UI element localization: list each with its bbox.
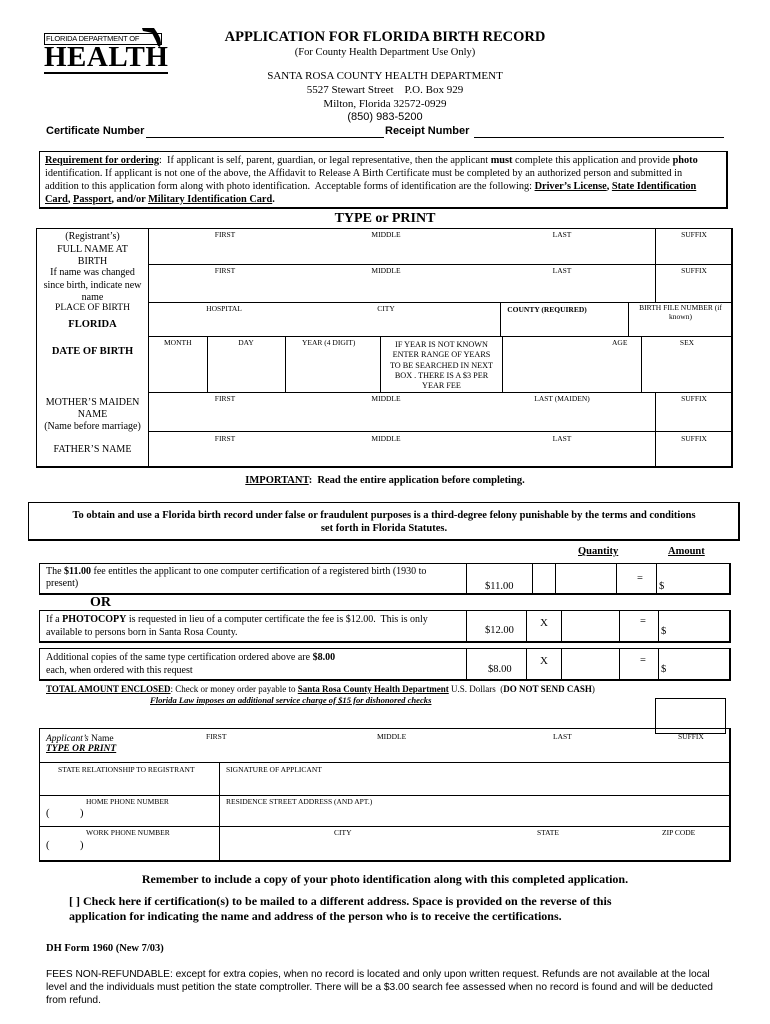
fees-line: from refund. bbox=[46, 995, 101, 1006]
logo-main-text: HEALTH bbox=[44, 41, 169, 73]
cell-divider bbox=[466, 611, 467, 643]
home-phone-open-paren: ( bbox=[46, 808, 50, 819]
applicant-state-field[interactable]: STATE bbox=[537, 828, 559, 837]
mother-suffix-field[interactable]: SUFFIX bbox=[681, 394, 707, 403]
table-row-line bbox=[148, 431, 732, 432]
total-label: TOTAL AMOUNT ENCLOSED bbox=[46, 684, 171, 694]
age-field[interactable]: AGE bbox=[612, 338, 628, 347]
mail-different-address-text: application for indicating the name and address of the person who is to receive the certifications. bbox=[69, 909, 562, 923]
and-or: , and/or bbox=[111, 194, 149, 205]
fee-3-times: X bbox=[540, 655, 548, 667]
photo-id-reminder: Remember to include a copy of your photo identification along with this completed application. bbox=[141, 872, 629, 886]
comma: , bbox=[67, 194, 74, 205]
applicant-last-field[interactable]: LAST bbox=[553, 732, 572, 741]
id-passport: Passport bbox=[73, 194, 112, 205]
fee-1-price: $11.00 bbox=[485, 581, 514, 592]
warning-line: set forth in Florida Statutes. bbox=[320, 523, 448, 534]
total-amount-line bbox=[46, 684, 595, 694]
table-row-line bbox=[40, 762, 730, 763]
father-last-field[interactable]: LAST bbox=[552, 434, 572, 443]
label-line: (Registrant’s) bbox=[65, 231, 120, 242]
fee-2-times: X bbox=[540, 617, 548, 629]
table-row-line bbox=[40, 826, 730, 827]
note-line: BOX . THERE IS A $3 PER bbox=[394, 370, 489, 380]
fees-non-refundable bbox=[46, 968, 746, 1007]
comma: , bbox=[606, 181, 612, 192]
requirement-photo: photo bbox=[672, 155, 698, 166]
page-subtitle: (For County Health Department Use Only) bbox=[294, 47, 476, 58]
applicant-name-label bbox=[46, 734, 114, 744]
fee-text: is requested in lieu of a computer certificate the fee is $12.00. This is only bbox=[126, 614, 428, 625]
label-line: MOTHER’S MAIDEN bbox=[45, 397, 140, 408]
quantity-header: Quantity bbox=[578, 546, 619, 557]
registrant-suffix-field[interactable]: SUFFIX bbox=[681, 230, 707, 239]
home-phone-field[interactable]: HOME PHONE NUMBER bbox=[86, 797, 169, 806]
cell-divider bbox=[526, 649, 527, 681]
type-or-print-heading: TYPE or PRINT bbox=[334, 211, 436, 226]
dept-name: SANTA ROSA COUNTY HEALTH DEPARTMENT bbox=[267, 70, 503, 82]
total-text: ) bbox=[591, 684, 595, 694]
receipt-number-label: Receipt Number bbox=[385, 125, 470, 137]
applicant-zip-field[interactable]: ZIP CODE bbox=[662, 828, 696, 837]
id-military: Military Identification Card bbox=[148, 194, 273, 205]
receipt-number-field[interactable] bbox=[474, 137, 724, 138]
fee-2-equals: = bbox=[640, 616, 646, 627]
birth-file-number-field[interactable] bbox=[629, 303, 732, 336]
year-range-field[interactable] bbox=[503, 338, 603, 392]
label-line: (Name before marriage) bbox=[44, 421, 141, 432]
requirement-line-2: identification. If applicant is not one of the above, the Affidavit to Release A Birth Certificate must be completed by an authorized person and submitted in bbox=[45, 168, 683, 179]
residence-address-field[interactable]: RESIDENCE STREET ADDRESS (AND APT.) bbox=[226, 797, 373, 806]
registrant-first-field[interactable]: FIRST bbox=[214, 230, 236, 239]
table-row-line bbox=[148, 336, 732, 337]
cell-divider bbox=[656, 564, 657, 595]
id-drivers-license: Driver’s License bbox=[534, 181, 607, 192]
or-separator: OR bbox=[90, 595, 111, 610]
fee-1-dollar: $ bbox=[659, 581, 665, 592]
table-row-line bbox=[40, 795, 730, 796]
mother-middle-field[interactable]: MIDDLE bbox=[371, 394, 401, 403]
fee-2-amount-field[interactable] bbox=[670, 611, 729, 642]
fee-text: fee entitles the applicant to one computer certification of a registered birth (1930 to bbox=[91, 566, 427, 577]
fee-1-equals: = bbox=[637, 573, 643, 584]
registrant-name-label bbox=[37, 231, 148, 269]
total-text: : Check or money order payable to bbox=[170, 684, 298, 694]
fee-3-equals: = bbox=[640, 655, 646, 666]
fee-text: The bbox=[46, 566, 65, 577]
new-suffix-field[interactable]: SUFFIX bbox=[681, 266, 707, 275]
birth-year-field[interactable]: YEAR (4 DIGIT) bbox=[302, 338, 356, 347]
id-state-identification: State Identification bbox=[611, 181, 697, 192]
applicant-suffix-field[interactable]: SUFFIX bbox=[678, 732, 704, 741]
fee-text: If a bbox=[46, 614, 63, 625]
date-of-birth-label: DATE OF BIRTH bbox=[51, 346, 134, 357]
table-row-line bbox=[148, 392, 732, 393]
label-line: NAME bbox=[77, 409, 108, 420]
dept-address-2: Milton, Florida 32572-0929 bbox=[323, 98, 447, 110]
label-line: If name was changed bbox=[50, 267, 135, 278]
new-first-field[interactable]: FIRST bbox=[214, 266, 236, 275]
fee-text: available to persons born in Santa Rosa County. bbox=[46, 626, 238, 638]
fee-text: each, when ordered with this request bbox=[46, 664, 193, 676]
father-first-field[interactable]: FIRST bbox=[214, 434, 236, 443]
city-field[interactable]: CITY bbox=[377, 304, 395, 313]
county-field[interactable]: COUNTY (REQUIRED) bbox=[507, 305, 587, 314]
certificate-number-label: Certificate Number bbox=[46, 125, 145, 137]
fee-2-quantity-field[interactable] bbox=[562, 611, 618, 642]
relationship-field[interactable]: STATE RELATIONSHIP TO REGISTRANT bbox=[58, 765, 195, 774]
applicant-first-field[interactable]: FIRST bbox=[206, 732, 227, 741]
label-line: BIRTH bbox=[77, 256, 108, 267]
cell-divider bbox=[658, 611, 659, 643]
changed-name-label bbox=[37, 267, 148, 305]
requirement-must: must bbox=[490, 155, 513, 166]
warning-line: To obtain and use a Florida birth record under false or fraudulent purposes is a third-degree felony punishable by the terms and conditions bbox=[72, 510, 696, 521]
cell-divider bbox=[466, 564, 467, 595]
applicant-type-print: TYPE OR PRINT bbox=[46, 744, 117, 754]
important-label: IMPORTANT bbox=[245, 475, 309, 486]
label-line: BIRTH FILE NUMBER (if bbox=[639, 303, 722, 312]
fee-text: present) bbox=[46, 578, 79, 589]
fee-row-3-text bbox=[46, 652, 466, 677]
fee-3-quantity-field[interactable] bbox=[562, 649, 618, 680]
note-line: ENTER RANGE OF YEARS bbox=[392, 350, 491, 360]
cell-divider bbox=[658, 649, 659, 681]
year-range-note bbox=[381, 340, 502, 391]
fee-1-quantity-value-field[interactable] bbox=[556, 564, 616, 594]
sex-field[interactable]: SEX bbox=[679, 338, 695, 347]
cell-divider bbox=[616, 564, 617, 595]
registrant-last-field[interactable]: LAST bbox=[552, 230, 572, 239]
label-line: since birth, indicate new bbox=[43, 279, 142, 291]
label-line: FULL NAME AT bbox=[57, 243, 128, 255]
cell-divider bbox=[619, 649, 620, 681]
hospital-field[interactable]: HOSPITAL bbox=[206, 304, 242, 313]
dept-address-1: 5527 Stewart Street P.O. Box 929 bbox=[306, 84, 464, 96]
no-cash: DO NOT SEND CASH bbox=[503, 684, 592, 694]
work-phone-close-paren: ) bbox=[80, 840, 84, 851]
fee-row-2-text bbox=[46, 614, 466, 639]
requirement-heading: Requirement for ordering bbox=[45, 155, 160, 166]
applicant-city-field[interactable]: CITY bbox=[334, 828, 352, 837]
applicant-label: Name bbox=[88, 734, 114, 744]
work-phone-open-paren: ( bbox=[46, 840, 50, 851]
fee-2-dollar: $ bbox=[661, 626, 667, 637]
fee-row-1-text bbox=[46, 566, 466, 590]
registrant-middle-field[interactable]: MIDDLE bbox=[371, 230, 401, 239]
important-text: : Read the entire application before completing. bbox=[308, 475, 525, 486]
mail-different-address-checkbox[interactable]: [ ] Check here if certification(s) to be mailed to a different address. Space is provided on the reverse of this bbox=[69, 894, 612, 908]
period: . bbox=[272, 194, 275, 205]
cell-divider bbox=[619, 611, 620, 643]
fee-3-price: $8.00 bbox=[488, 664, 512, 675]
note-line: IF YEAR IS NOT KNOWN bbox=[395, 340, 488, 349]
note-line: YEAR FEE bbox=[422, 381, 461, 391]
father-suffix-field[interactable]: SUFFIX bbox=[681, 434, 707, 443]
cell-divider bbox=[466, 649, 467, 681]
logo-top-text: FLORIDA DEPARTMENT OF bbox=[46, 34, 140, 43]
important-note bbox=[100, 475, 670, 486]
work-phone-field[interactable]: WORK PHONE NUMBER bbox=[86, 828, 170, 837]
fee-price-bold: $11.00 bbox=[64, 566, 91, 577]
signature-field[interactable]: SIGNATURE OF APPLICANT bbox=[226, 765, 322, 774]
id-card: Card bbox=[45, 194, 68, 205]
place-of-birth-label: PLACE OF BIRTH bbox=[55, 303, 130, 313]
fee-1-amount-field[interactable] bbox=[667, 564, 729, 594]
certificate-number-field[interactable] bbox=[146, 137, 384, 138]
fee-text: Additional copies of the same type certification ordered above are bbox=[46, 652, 313, 663]
photocopy-bold: PHOTOCOPY bbox=[62, 614, 127, 625]
requirement-text bbox=[45, 154, 725, 206]
birth-month-field[interactable]: MONTH bbox=[164, 338, 192, 347]
requirement-text-1: : If applicant is self, parent, guardian, or legal representative, then the applicant bbox=[159, 155, 491, 166]
felony-warning-text bbox=[30, 509, 738, 535]
father-middle-field[interactable]: MIDDLE bbox=[371, 434, 401, 443]
fee-1-quantity-field[interactable] bbox=[533, 564, 555, 594]
new-last-field[interactable]: LAST bbox=[552, 266, 572, 275]
fees-line: FEES NON-REFUNDABLE: except for extra copies, when no record is located and only upon written request. Refunds are not available at the local bbox=[46, 969, 710, 980]
mother-name-label bbox=[37, 397, 148, 433]
fee-3-amount-field[interactable] bbox=[670, 649, 729, 680]
table-row-line bbox=[148, 264, 732, 265]
fee-3-dollar: $ bbox=[661, 664, 667, 675]
mother-last-maiden-field[interactable]: LAST (MAIDEN) bbox=[534, 394, 590, 403]
birth-day-field[interactable]: DAY bbox=[238, 338, 254, 347]
requirement-line-3: addition to this application form along with photo identification. Acceptable forms of identification are the following: bbox=[45, 181, 535, 192]
cell-divider bbox=[526, 611, 527, 643]
cell-divider bbox=[219, 762, 220, 862]
new-middle-field[interactable]: MIDDLE bbox=[371, 266, 401, 275]
page-title: APPLICATION FOR FLORIDA BIRTH RECORD bbox=[224, 29, 546, 45]
mother-first-field[interactable]: FIRST bbox=[214, 394, 236, 403]
applicant-label-italic: Applicant’s bbox=[46, 734, 89, 744]
requirement-text-2: complete this application and provide bbox=[512, 155, 673, 166]
form-number: DH Form 1960 (New 7/03) bbox=[46, 943, 164, 954]
dept-phone: (850) 983-5200 bbox=[347, 111, 423, 123]
fee-2-price: $12.00 bbox=[485, 625, 514, 636]
dishonored-check-notice: Florida Law imposes an additional service charge of $15 for dishonored checks bbox=[150, 695, 432, 705]
payee: Santa Rosa County Health Department bbox=[297, 684, 449, 694]
doh-logo bbox=[40, 24, 170, 74]
note-line: TO BE SEARCHED IN NEXT bbox=[389, 360, 494, 370]
total-text: U.S. Dollars ( bbox=[448, 684, 504, 694]
label-line: name bbox=[81, 292, 104, 303]
place-of-birth-value: FLORIDA bbox=[68, 319, 117, 330]
home-phone-close-paren: ) bbox=[80, 808, 84, 819]
label-line: known) bbox=[669, 312, 692, 321]
applicant-middle-field[interactable]: MIDDLE bbox=[377, 732, 407, 741]
amount-header: Amount bbox=[668, 546, 705, 557]
cell-divider bbox=[285, 336, 286, 392]
fees-line: level and the individuals must petition the state comptroller. There will be a $3.00 search fee assessed when no record is found and will be deducted bbox=[46, 982, 713, 993]
father-name-label: FATHER’S NAME bbox=[53, 444, 132, 455]
fee-price-bold: $8.00 bbox=[312, 652, 336, 663]
